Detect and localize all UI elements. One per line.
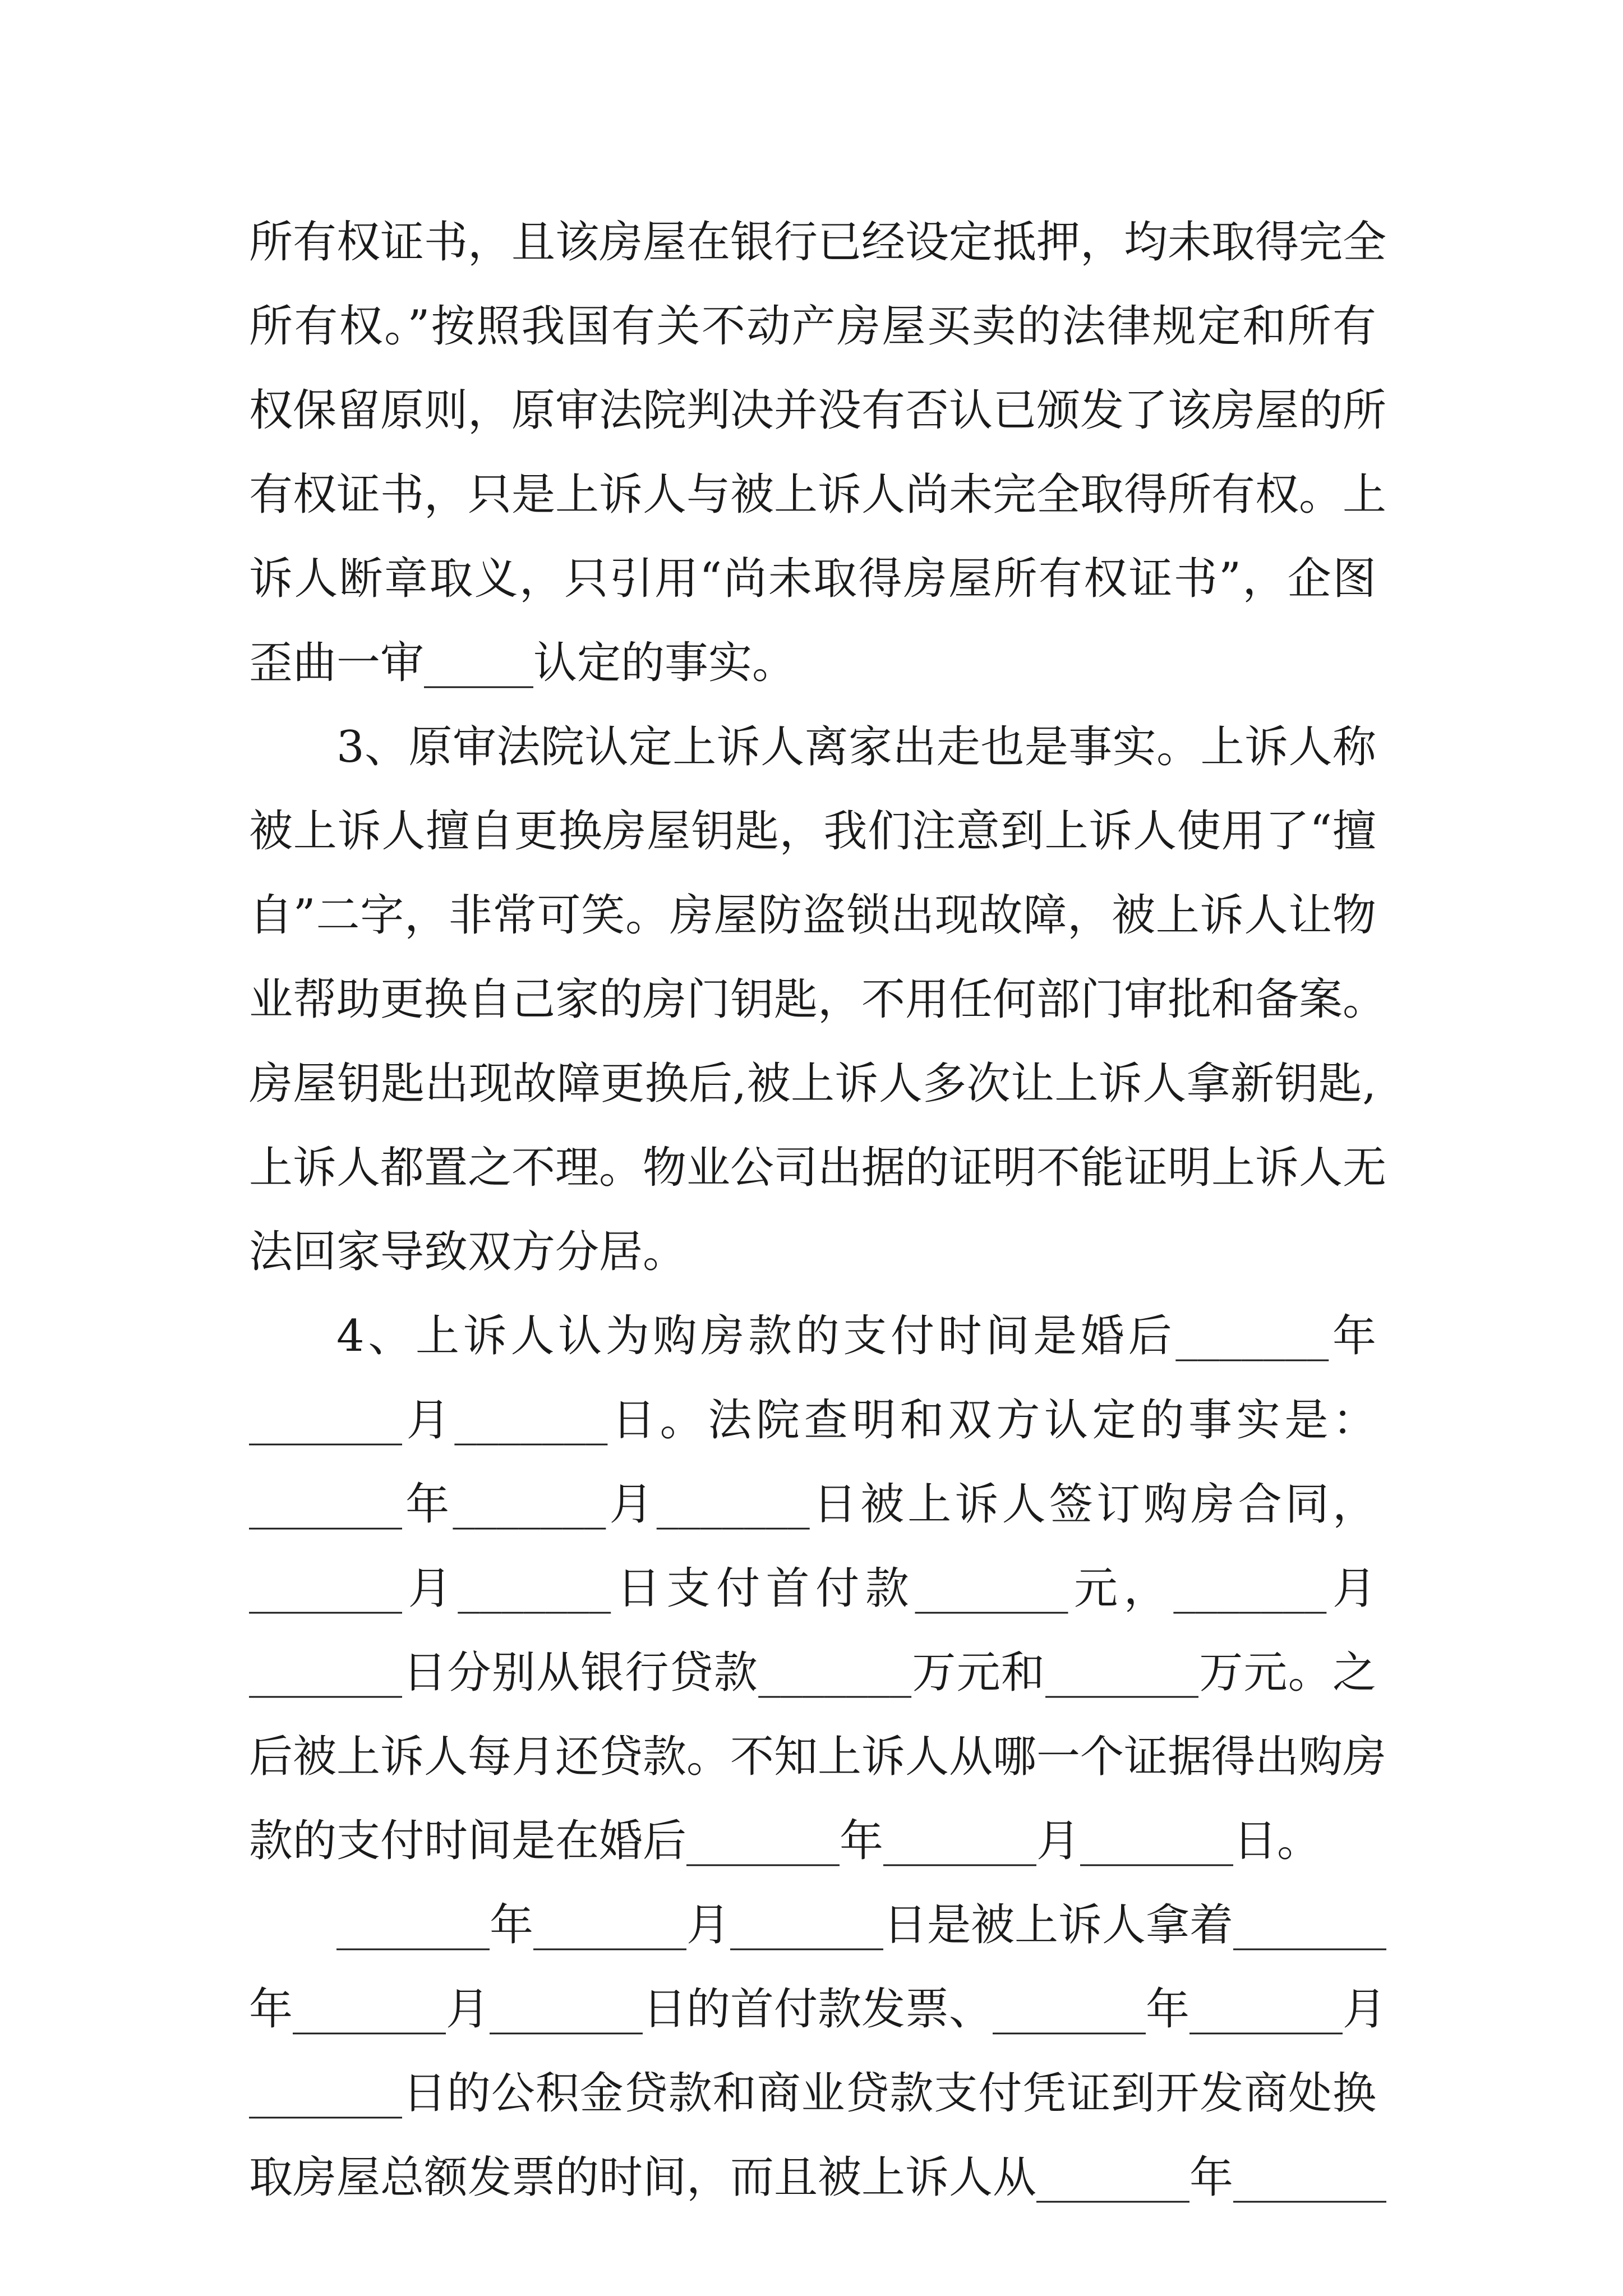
text-line: 款的支付时间是在婚后_______年_______月_______日。 [249, 1816, 1321, 1866]
text-line: _______月_______日。法院查明和双方认定的事实是： [249, 1395, 1376, 1446]
text-line: 被上诉人擅自更换房屋钥匙，我们注意到上诉人使用了“擅 [249, 806, 1376, 857]
text-line: 有权证书，只是上诉人与被上诉人尚未完全取得所有权。上 [249, 470, 1387, 520]
text-line: 自”二字，非常可笑。房屋防盗锁出现故障，被上诉人让物 [249, 890, 1376, 941]
text-line: 3、原审法院认定上诉人离家出走也是事实。上诉人称 [336, 722, 1376, 772]
text-line: 所有权证书，且该房屋在银行已经设定抵押，均未取得完全 [249, 217, 1387, 268]
text-line: _______日分别从银行贷款_______万元和_______万元。之 [249, 1648, 1376, 1698]
text-line: 上诉人都置之不理。物业公司出据的证明不能证明上诉人无 [249, 1143, 1387, 1193]
text-line: 法回家导致双方分居。 [249, 1227, 687, 1277]
text-line: 房屋钥匙出现故障更换后,被上诉人多次让上诉人拿新钥匙, [249, 1059, 1376, 1109]
text-line: _______日的公积金贷款和商业贷款支付凭证到开发商处换 [249, 2068, 1376, 2119]
text-line: _______年_______月_______日被上诉人签订购房合同， [249, 1479, 1376, 1530]
text-line: 4、上诉人认为购房款的支付时间是婚后_______年 [336, 1311, 1376, 1361]
text-line: 取房屋总额发票的时间，而且被上诉人从_______年_______ [249, 2152, 1387, 2203]
text-line: 业帮助更换自己家的房门钥匙，不用任何部门审批和备案。 [249, 974, 1387, 1025]
text-line: 歪曲一审_____认定的事实。 [249, 638, 796, 688]
text-line: 权保留原则，原审法院判决并没有否认已颁发了该房屋的所 [249, 385, 1387, 436]
text-line: 诉人断章取义，只引用“尚未取得房屋所有权证书”，企图 [249, 554, 1376, 604]
text-line: 所有权。”按照我国有关不动产房屋买卖的法律规定和所有 [249, 301, 1376, 352]
text-line: 后被上诉人每月还贷款。不知上诉人从哪一个证据得出购房 [249, 1732, 1387, 1782]
text-line: _______年_______月_______日是被上诉人拿着_______ [336, 1900, 1387, 1950]
text-line: 年_______月_______日的首付款发票、_______年_______月 [249, 1984, 1387, 2035]
text-line: _______月_______日支付首付款_______元，_______月 [249, 1563, 1376, 1614]
